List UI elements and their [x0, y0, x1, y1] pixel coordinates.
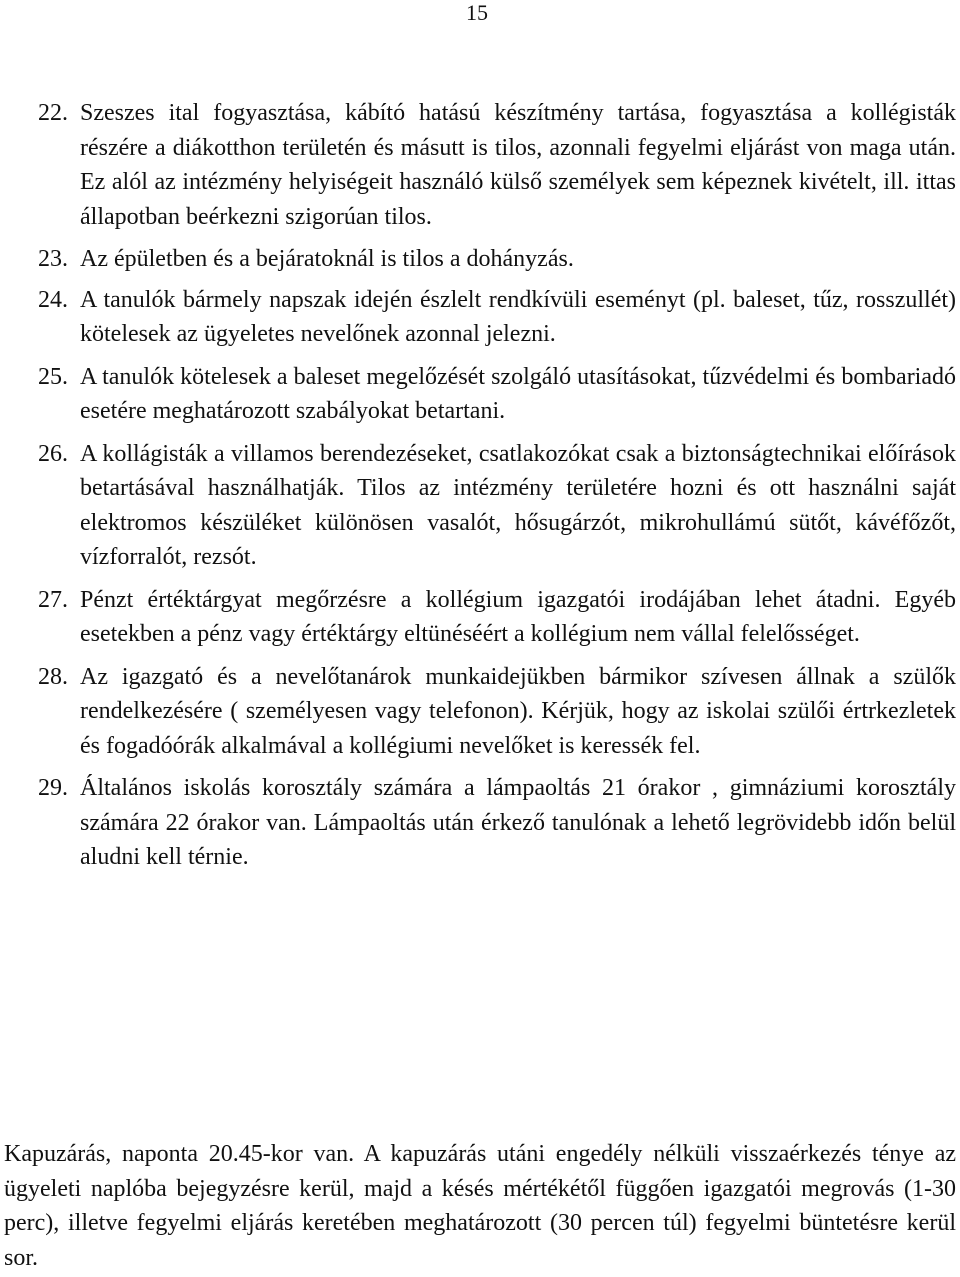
rule-number: 22. — [38, 100, 68, 126]
rule-item-29 — [38, 771, 956, 875]
page-number: 15 — [466, 0, 488, 25]
rule-text: Pénzt értéktárgyat megőrzésre a kollégium igazgatói irodájában lehet átadni. Egyéb esetekben a pénz vagy értéktárgy eltünéséért a kollégium nem vállal felelősséget. — [80, 586, 956, 647]
rule-text: Szeszes ital fogyasztása, kábító hatású készítmény tartása, fogyasztása a kollégisták részére a diákotthon területén és másutt is tilos, azonnali fegyelmi eljárást von maga után. Ez alól az intézmény helyiségeit használó külső személyek sem képeznek kivételt, ill. ittas állapotban beérkezni szigorúan tilos. — [80, 100, 956, 230]
rule-number: 29. — [38, 775, 68, 801]
rule-item-22 — [38, 96, 956, 234]
rule-text: A tanulók kötelesek a baleset megelőzését szolgáló utasításokat, tűzvédelmi és bombariadó esetére meghatározott szabályokat betartani. — [80, 363, 956, 424]
rule-item-28 — [38, 660, 956, 764]
rule-item-23 — [38, 242, 956, 277]
rule-text: Általános iskolás korosztály számára a lámpaoltás 21 órakor , gimnáziumi korosztály számára 22 órakor van. Lámpaoltás után érkező tanulónak a lehető legrövidebb időn belül aludni kell térnie. — [80, 775, 956, 870]
rules-list — [0, 96, 960, 883]
rule-number: 27. — [38, 586, 68, 613]
rule-number: 24. — [38, 286, 68, 313]
rule-text: A tanulók bármely napszak idején észlelt rendkívüli eseményt (pl. baleset, tűz, rosszullét) kötelesek az ügyeletes nevelőnek azonnal jelezni. — [80, 286, 956, 347]
rule-text: A kollágisták a villamos berendezéseket, csatlakozókat csak a biztonságtechnikai előírások betartásával használhatják. Tilos az intézmény területére hozni és ott használni saját elektromos készüléket különösen vasalót, hősugárzót, mikrohullámú sütőt, kávéfőzőt, vízforralót, rezsót. — [80, 440, 956, 570]
rule-number: 28. — [38, 663, 68, 690]
rule-text: Az igazgató és a nevelőtanárok munkaidejükben bármikor szívesen állnak a szülők rendelkezésére ( személyesen vagy telefonon). Kérjük, hogy az iskolai szülői értrkezletek és fogadóórák alkalmával a kollégiumi nevelőket is keressék fel. — [80, 663, 956, 759]
rule-item-25 — [38, 360, 956, 429]
rule-number: 26. — [38, 440, 68, 467]
rule-item-27 — [38, 583, 956, 652]
closing-paragraph: Kapuzárás, naponta 20.45-kor van. A kapuzárás utáni engedély nélküli visszaérkezés ténye az ügyeleti naplóba bejegyzésre kerül, majd a késés mértékétől függően igazgatói megrovás (1-30 perc), illetve fegyelmi eljárás keretében meghatározott (30 percen túl) fegyelmi büntetésre kerül sor. — [4, 1141, 956, 1271]
rule-number: 23. — [38, 246, 68, 272]
rule-item-24 — [38, 283, 956, 352]
rule-item-26 — [38, 437, 956, 575]
rule-number: 25. — [38, 363, 68, 390]
rule-text: Az épületben és a bejáratoknál is tilos a dohányzás. — [80, 246, 574, 272]
